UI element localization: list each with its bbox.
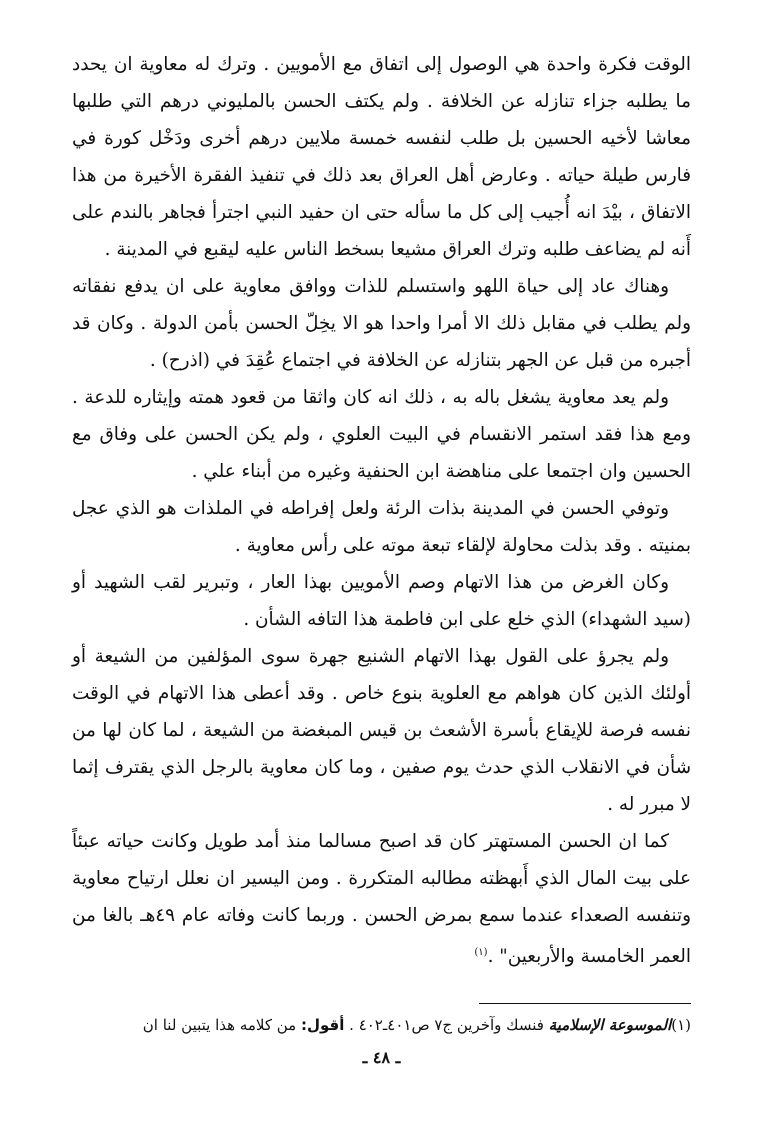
paragraph-4: وتوفي الحسن في المدينة بذات الرئة ولعل إفراطه في الملذات هو الذي عجل بمنيته . وقد بذلت محاولة لإلقاء تبعة موته على رأس معاوية . (72, 498, 691, 556)
footnote-number: (١) (671, 1016, 691, 1034)
footnote-divider (479, 1003, 691, 1004)
footnote (72, 1012, 691, 1038)
page-number: ـ ٤٨ ـ (362, 1048, 401, 1067)
paragraph-7-text: كما ان الحسن المستهتر كان قد اصبح مسالما منذ أمد طويل وكانت حياته عبئاً على بيت المال الذي أَبهظته مطالبه المتكررة . ومن اليسير ان نعلل ارتياح معاوية وتنفسه الصعداء عندما سمع بمرض الحسن . وربما كانت وفاته عام ٤٩هـ بالغا من العمر الخامسة والأربعين" . (72, 831, 691, 968)
footnote-source-details: فنسك وآخرين ج٧ ص٤٠١ـ٤٠٢ . (344, 1016, 549, 1034)
paragraph-2: وهناك عاد إلى حياة اللهو واستسلم للذات ووافق معاوية على ان يدفع نفقاته ولم يطلب في مقابل ذلك الا أمرا واحدا هو الا يخِلّ الحسن بأمن الدولة . وكان قد أجبره من قبل عن الجهر بتنازله عن الخلافة في اجتماع عُقِدَ في (اذرح) . (72, 276, 691, 371)
paragraph-7 (72, 823, 691, 975)
paragraph-3: ولم يعد معاوية يشغل باله به ، ذلك انه كان واثقا من قعود همته وإيثاره للدعة . ومع هذا فقد استمر الانقسام في البيت العلوي ، ولم يكن الحسن على وفاق مع الحسين وان اجتمعا على مناهضة ابن الحنفية وغيره من أبناء علي . (72, 387, 691, 482)
footnote-source-title: الموسوعة الإسلامية (548, 1016, 672, 1034)
paragraph-5: وكان الغرض من هذا الاتهام وصم الأمويين بهذا العار ، وتبرير لقب الشهيد أو (سيد الشهداء) الذي خلع على ابن فاطمة هذا التافه الشأن . (72, 572, 691, 630)
paragraph-6: ولم يجرؤ على القول بهذا الاتهام الشنيع جهرة سوى المؤلفين من الشيعة أو أولئك الذين كان هواهم مع العلوية بنوع خاص . وقد أعطى هذا الاتهام في الوقت نفسه فرصة للإيقاع بأسرة الأشعث بن قيس المبغضة من الشيعة ، لما كان لها من شأن في الانقلاب الذي حدث يوم صفين ، وما كان معاوية بالرجل الذي يقترف إثما لا مبرر له . (72, 646, 691, 815)
footnote-comment-label: أقول: (300, 1016, 345, 1034)
footnote-reference[interactable]: (١) (474, 947, 488, 958)
footnote-comment-text: من كلامه هذا يتبين لنا ان (142, 1016, 301, 1034)
body-text (72, 46, 691, 975)
paragraph-1: الوقت فكرة واحدة هي الوصول إلى اتفاق مع الأمويين . وترك له معاوية ان يحدد ما يطلبه جزاء تنازله عن الخلافة . ولم يكتف الحسن بالمليوني درهم التي طلبها معاشا لأخيه الحسين بل طلب لنفسه خمسة ملايين درهم أخرى ودَخْل كورة في فارس طيلة حياته . وعارض أهل العراق بعد ذلك في تنفيذ الفقرة الأخيرة من هذا الاتفاق ، بيْدَ انه أُجيب إلى كل ما سأله حتى ان حفيد النبي اجترأ فجاهر بالندم على أَنه لم يضاعف طلبه وترك العراق مشيعا بسخط الناس عليه ليقبع في المدينة . (72, 54, 691, 260)
